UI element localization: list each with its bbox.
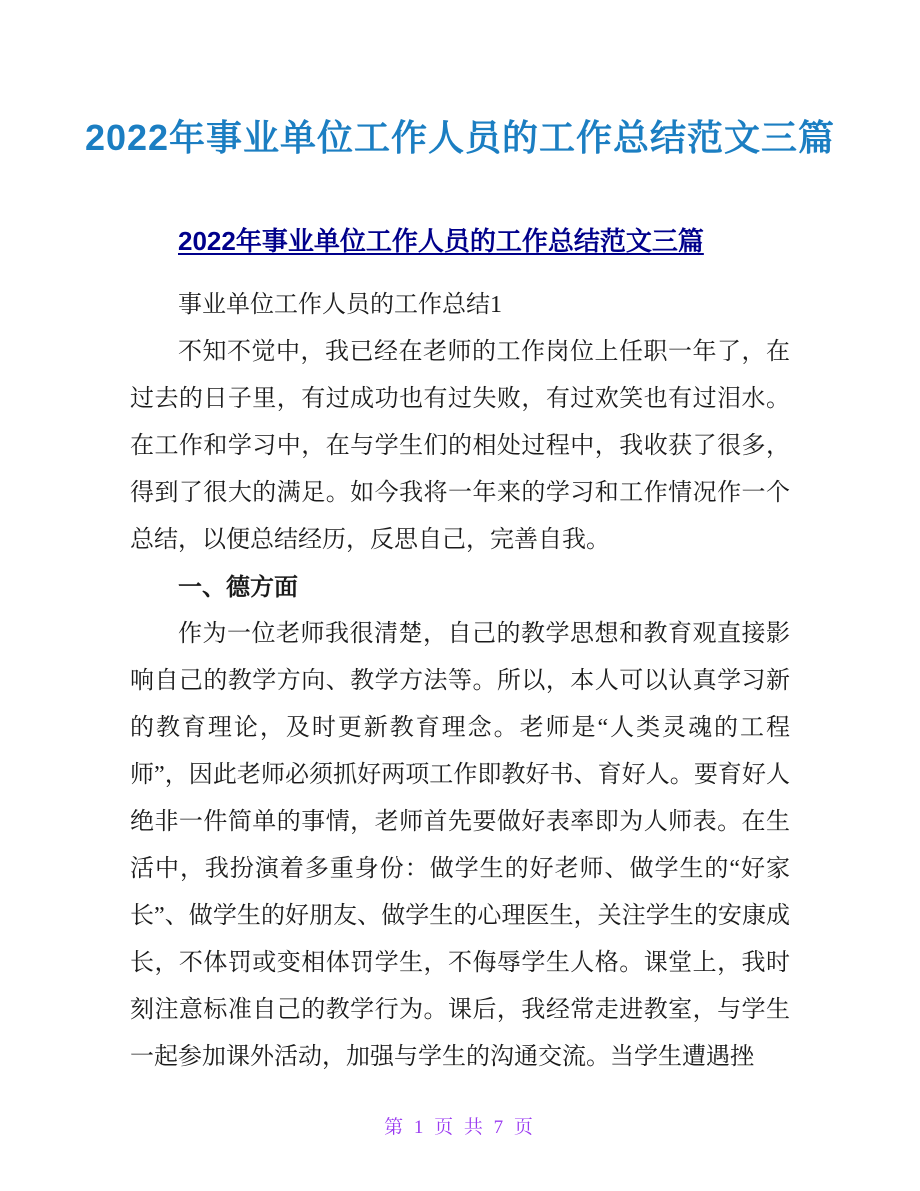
- document-title: 2022年事业单位工作人员的工作总结范文三篇: [84, 117, 836, 158]
- document-subtitle-heading: 2022年事业单位工作人员的工作总结范文三篇: [178, 226, 704, 256]
- section-heading-de: 一、德方面: [178, 574, 298, 601]
- paragraph-summary-label: 事业单位工作人员的工作总结1: [178, 292, 502, 318]
- paragraph-de-content: 作为一位老师我很清楚，自己的教学思想和教育观直接影响自己的教学方向、教学方法等。所以，本人可以认真学习新的教育理论，及时更新教育理念。老师是“人类灵魂的工程师”，因此老师必须抓好两项工作即教好书、育好人。要育好人绝非一件简单的事情，老师首先要做好表率即为人师表。在生活中，我扮演着多重身份：做学生的好老师、做学生的“好家长”、做学生的好朋友、做学生的心理医生，关注学生的安康成长，不体罚或变相体罚学生，不侮辱学生人格。课堂上，我时刻注意标准自己的教学行为。课后，我经常走进教室，与学生一起参加课外活动，加强与学生的沟通交流。当学生遭遇挫: [130, 621, 790, 1070]
- document-body: [130, 282, 790, 1081]
- page-number-footer: 第 1 页 共 7 页: [384, 1117, 536, 1138]
- paragraph-intro: 不知不觉中，我已经在老师的工作岗位上任职一年了，在过去的日子里，有过成功也有过失败，有过欢笑也有过泪水。在工作和学习中，在与学生们的相处过程中，我收获了很多，得到了很大的满足。如今我将一年来的学习和工作情况作一个总结，以便总结经历，反思自己，完善自我。: [130, 339, 790, 553]
